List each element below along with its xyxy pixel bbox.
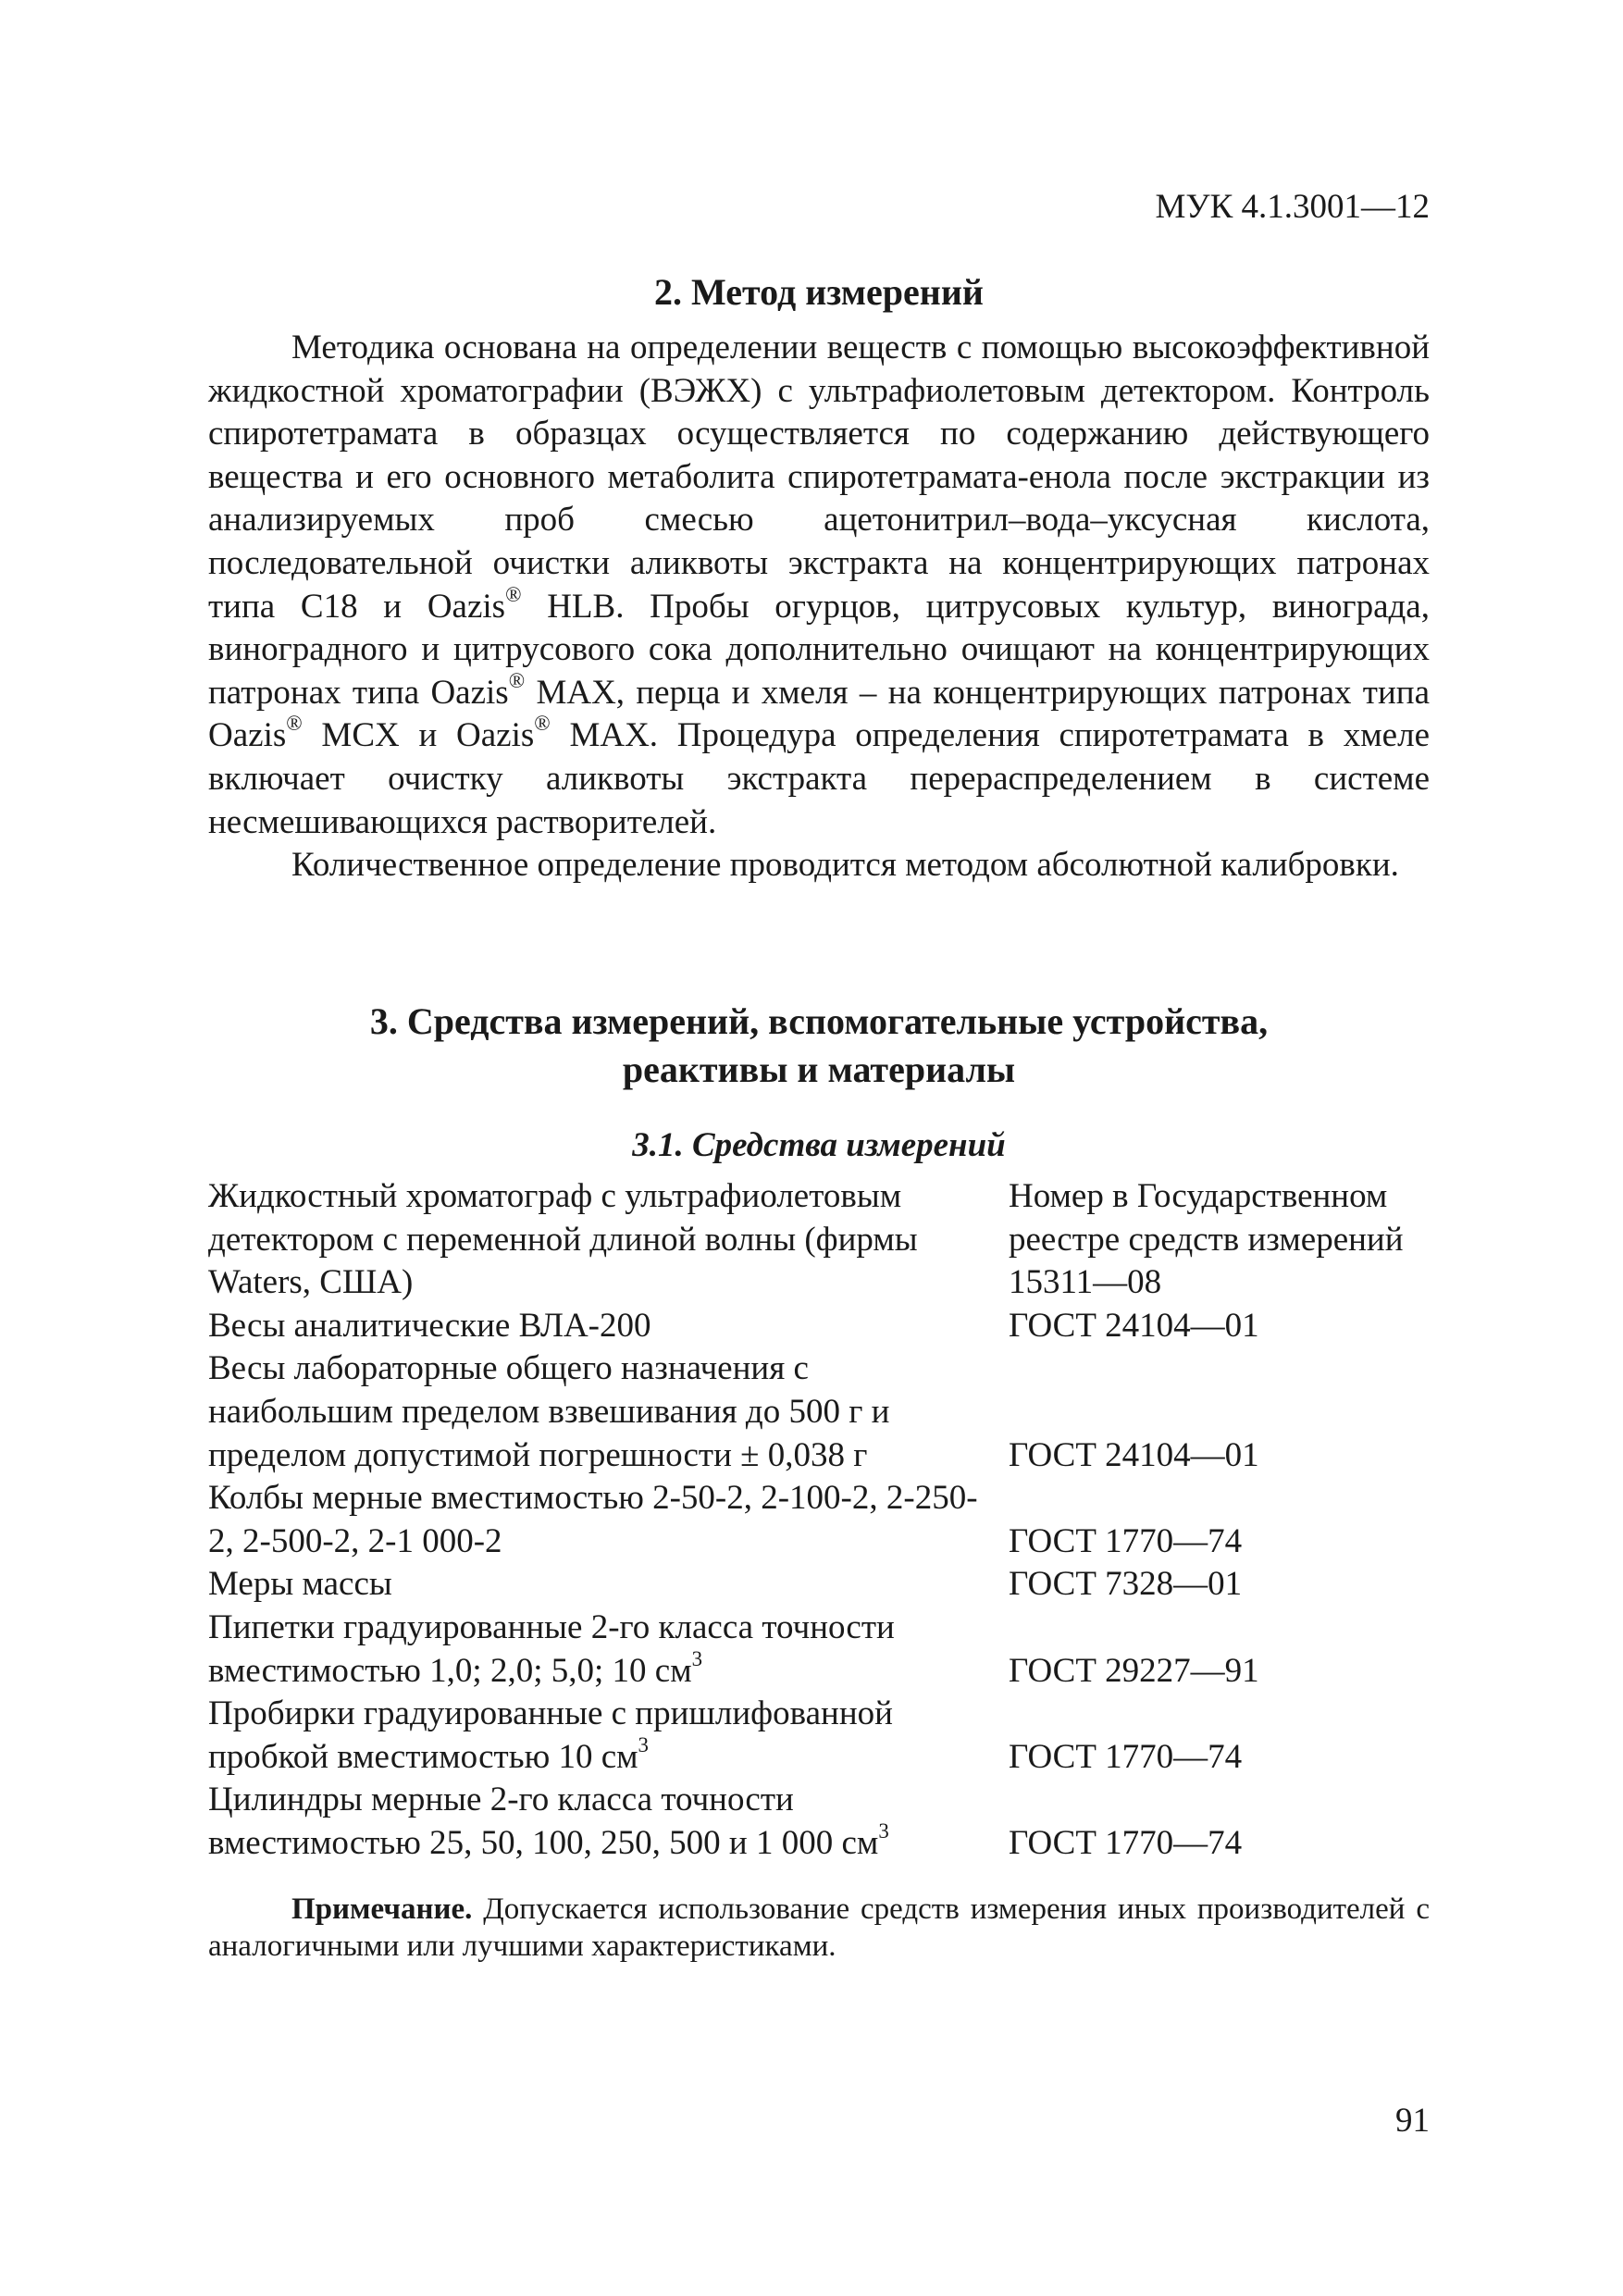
table-row xyxy=(208,1477,1430,1563)
registered-mark: ® xyxy=(508,668,526,692)
method-text-part: Методика основана на определении веществ с помощью высокоэффективной жидкостной хроматографии (ВЭЖХ) с ультрафиолетовым детектором. Контроль спиротетрамата в образцах осуществляется по содержанию действующего вещества и его основного метаболита спиротетрамата-енола после экстракции из анализируемых проб смесью ацетонитрил–вода–уксусная кислота, последовательной очистки аликвоты экстракта на концентрирующих патронах типа C18 и Oazis xyxy=(208,329,1430,626)
note-text: Допускается использование средств измерения иных производителей с аналогичными или лучшими характеристиками. xyxy=(208,1893,1430,1963)
instrument-name: Жидкостный хроматограф с ультрафиолетовым детектором с переменной длиной волны (фирмы Waters, США) xyxy=(208,1177,918,1302)
document-code: МУК 4.1.3001—12 xyxy=(1155,188,1430,226)
page-number: 91 xyxy=(1395,2102,1430,2140)
registered-mark: ® xyxy=(505,582,522,606)
instrument-standard: ГОСТ 29227—91 xyxy=(1009,1651,1259,1690)
method-paragraph xyxy=(208,327,1430,844)
measuring-instruments-table xyxy=(208,1175,1430,1866)
table-row xyxy=(208,1693,1430,1779)
instrument-standard: ГОСТ 7328—01 xyxy=(1009,1565,1243,1604)
section-3-title-line-1: 3. Средства измерений, вспомогательные устройства, xyxy=(369,1000,1269,1042)
table-row xyxy=(208,1305,1430,1348)
instrument-name: Весы аналитические ВЛА-200 xyxy=(208,1306,651,1345)
instrument-name-text: Пробирки градуированные с пришлифованной пробкой вместимостью 10 см xyxy=(208,1694,893,1776)
registered-mark: ® xyxy=(534,712,551,736)
section-3-title-line-2: реактивы и материалы xyxy=(622,1049,1016,1090)
calibration-paragraph: Количественное определение проводится методом абсолютной калибровки. xyxy=(291,846,1399,885)
instrument-name: Колбы мерные вместимостью 2-50-2, 2-100-2, 2-250-2, 2-500-2, 2-1 000-2 xyxy=(208,1479,978,1560)
instrument-name: Весы лабораторные общего назначения с наибольшим пределом взвешивания до 500 г и пределом допустимой погрешности ± 0,038 г xyxy=(208,1349,890,1474)
superscript-3: 3 xyxy=(691,1646,703,1670)
instrument-standard: ГОСТ 24104—01 xyxy=(1009,1306,1259,1345)
table-row xyxy=(208,1607,1430,1693)
instrument-standard: ГОСТ 1770—74 xyxy=(1009,1823,1243,1862)
subsection-3-1-title: 3.1. Средства измерений xyxy=(632,1126,1006,1164)
table-row xyxy=(208,1175,1430,1305)
superscript-3: 3 xyxy=(878,1818,889,1843)
instrument-name xyxy=(208,1693,999,1779)
instrument-standard: ГОСТ 1770—74 xyxy=(1009,1521,1243,1560)
method-text-part: MCX и Oazis xyxy=(302,716,535,755)
document-page xyxy=(208,0,1430,2296)
method-text-part: HLB. Пробы огурцов, цитрусовых культур, винограда, виноградного и цитрусового сока дополнительно очищают на концентрирующих патронах типа Oazis xyxy=(208,587,1430,712)
instrument-name-text: Пипетки градуированные 2-го класса точности вместимостью 1,0; 2,0; 5,0; 10 см xyxy=(208,1607,895,1690)
section-2-title: 2. Метод измерений xyxy=(654,271,984,313)
instrument-name xyxy=(208,1607,999,1693)
instrument-standard: Номер в Государственном реестре средств измерений 15311—08 xyxy=(1009,1177,1404,1302)
section-2-body xyxy=(208,327,1430,887)
note-label: Примечание. xyxy=(291,1893,473,1926)
registered-mark: ® xyxy=(286,712,303,736)
instrument-name: Меры массы xyxy=(208,1565,392,1604)
instrument-name-text: Цилиндры мерные 2-го класса точности вместимостью 25, 50, 100, 250, 500 и 1 000 см xyxy=(208,1781,879,1862)
table-row xyxy=(208,1347,1430,1477)
instrument-name xyxy=(208,1779,999,1865)
table-row xyxy=(208,1563,1430,1607)
note-paragraph xyxy=(208,1891,1430,1965)
section-3-title xyxy=(208,998,1430,1094)
superscript-3: 3 xyxy=(638,1732,650,1756)
method-text-part: MAX, перца и хмеля – на концентрирующих патронах типа Oazis xyxy=(208,673,1431,755)
table-row xyxy=(208,1779,1430,1865)
method-text-part: MAX. Процедура определения спиротетрамата в хмеле включает очистку аликвоты экстракта перераспределением в системе несмешивающихся растворителей. xyxy=(208,716,1430,841)
instrument-standard: ГОСТ 24104—01 xyxy=(1009,1435,1259,1474)
instrument-standard: ГОСТ 1770—74 xyxy=(1009,1737,1243,1776)
